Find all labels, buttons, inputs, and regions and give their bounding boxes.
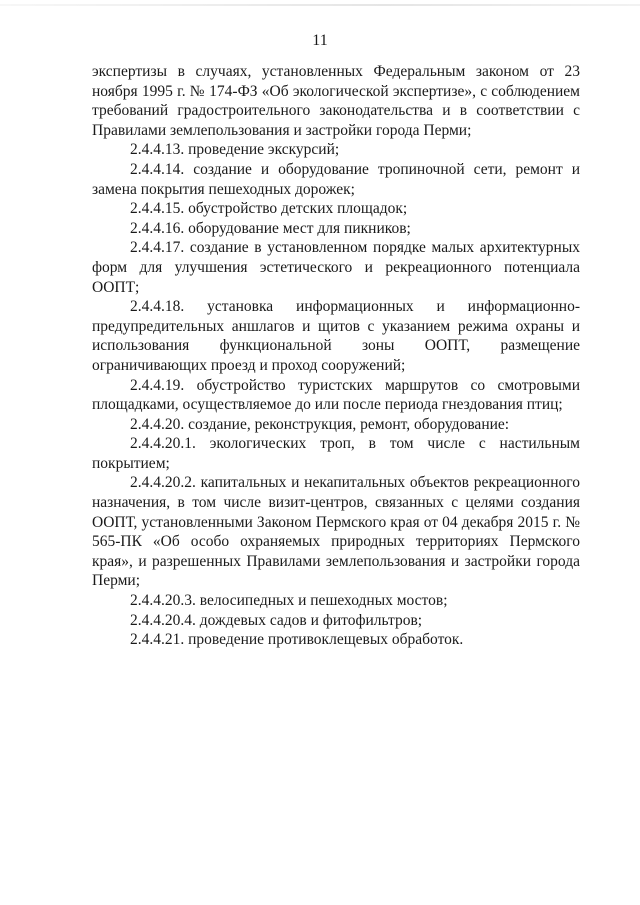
paragraph-2-4-4-14: 2.4.4.14. создание и оборудование тропиночной сети, ремонт и замена покрытия пешеходных дорожек; [92,160,580,198]
paragraph-2-4-4-20: 2.4.4.20. создание, реконструкция, ремонт, оборудование: [130,415,510,433]
paragraph-2-4-4-20-4: 2.4.4.20.4. дождевых садов и фитофильтров; [130,611,423,629]
paragraph-2-4-4-20-3: 2.4.4.20.3. велосипедных и пешеходных мостов; [130,592,448,610]
paragraph-2-4-4-18: 2.4.4.18. установка информационных и информационно-предупредительных аншлагов и щитов с указанием режима охраны и использования функциональной зоны ООПТ, размещение ограничивающих проезд и проход сооружений; [92,298,580,374]
scan-edge-line [0,4,640,6]
paragraph-2-4-4-20-1: 2.4.4.20.1. экологических троп, в том числе с настильным покрытием; [92,435,580,472]
paragraph-2-4-4-17: 2.4.4.17. создание в установленном порядке малых архитектурных форм для улучшения эстетического и рекреационного потенциала ООПТ; [92,239,580,296]
paragraph-2-4-4-13: 2.4.4.13. проведение экскурсий; [130,141,340,159]
paragraph-2-4-4-15: 2.4.4.15. обустройство детских площадок; [130,200,408,218]
paragraph-2-4-4-19: 2.4.4.19. обустройство туристских маршрутов со смотровыми площадками, осуществляемое до или после периода гнездования птиц; [92,376,580,414]
document-body [92,62,580,650]
paragraph-2-4-4-21: 2.4.4.21. проведение противоклещевых обработок. [130,631,464,649]
page-number: 11 [312,32,328,49]
paragraph-2-4-4-20-2: 2.4.4.20.2. капитальных и некапитальных объектов рекреационного назначения, в том числе визит-центров, связанных с целями создания ООПТ, установленными Законом Пермского края от 04 декабря 2015 г. № 565-ПК «Об особо охраняемых природных территориях Пермского края», и разрешенных Правилами землепользования и застройки города Перми; [92,474,580,590]
paragraph-2-4-4-16: 2.4.4.16. оборудование мест для пикников; [130,219,411,237]
paragraph-continuation: экспертизы в случаях, установленных Федеральным законом от 23 ноября 1995 г. № 174-ФЗ «Об экологической экспертизе», с соблюдением требований градостроительного законодательства и в соответствии с Правилами землепользования и застройки города Перми; [92,63,580,139]
